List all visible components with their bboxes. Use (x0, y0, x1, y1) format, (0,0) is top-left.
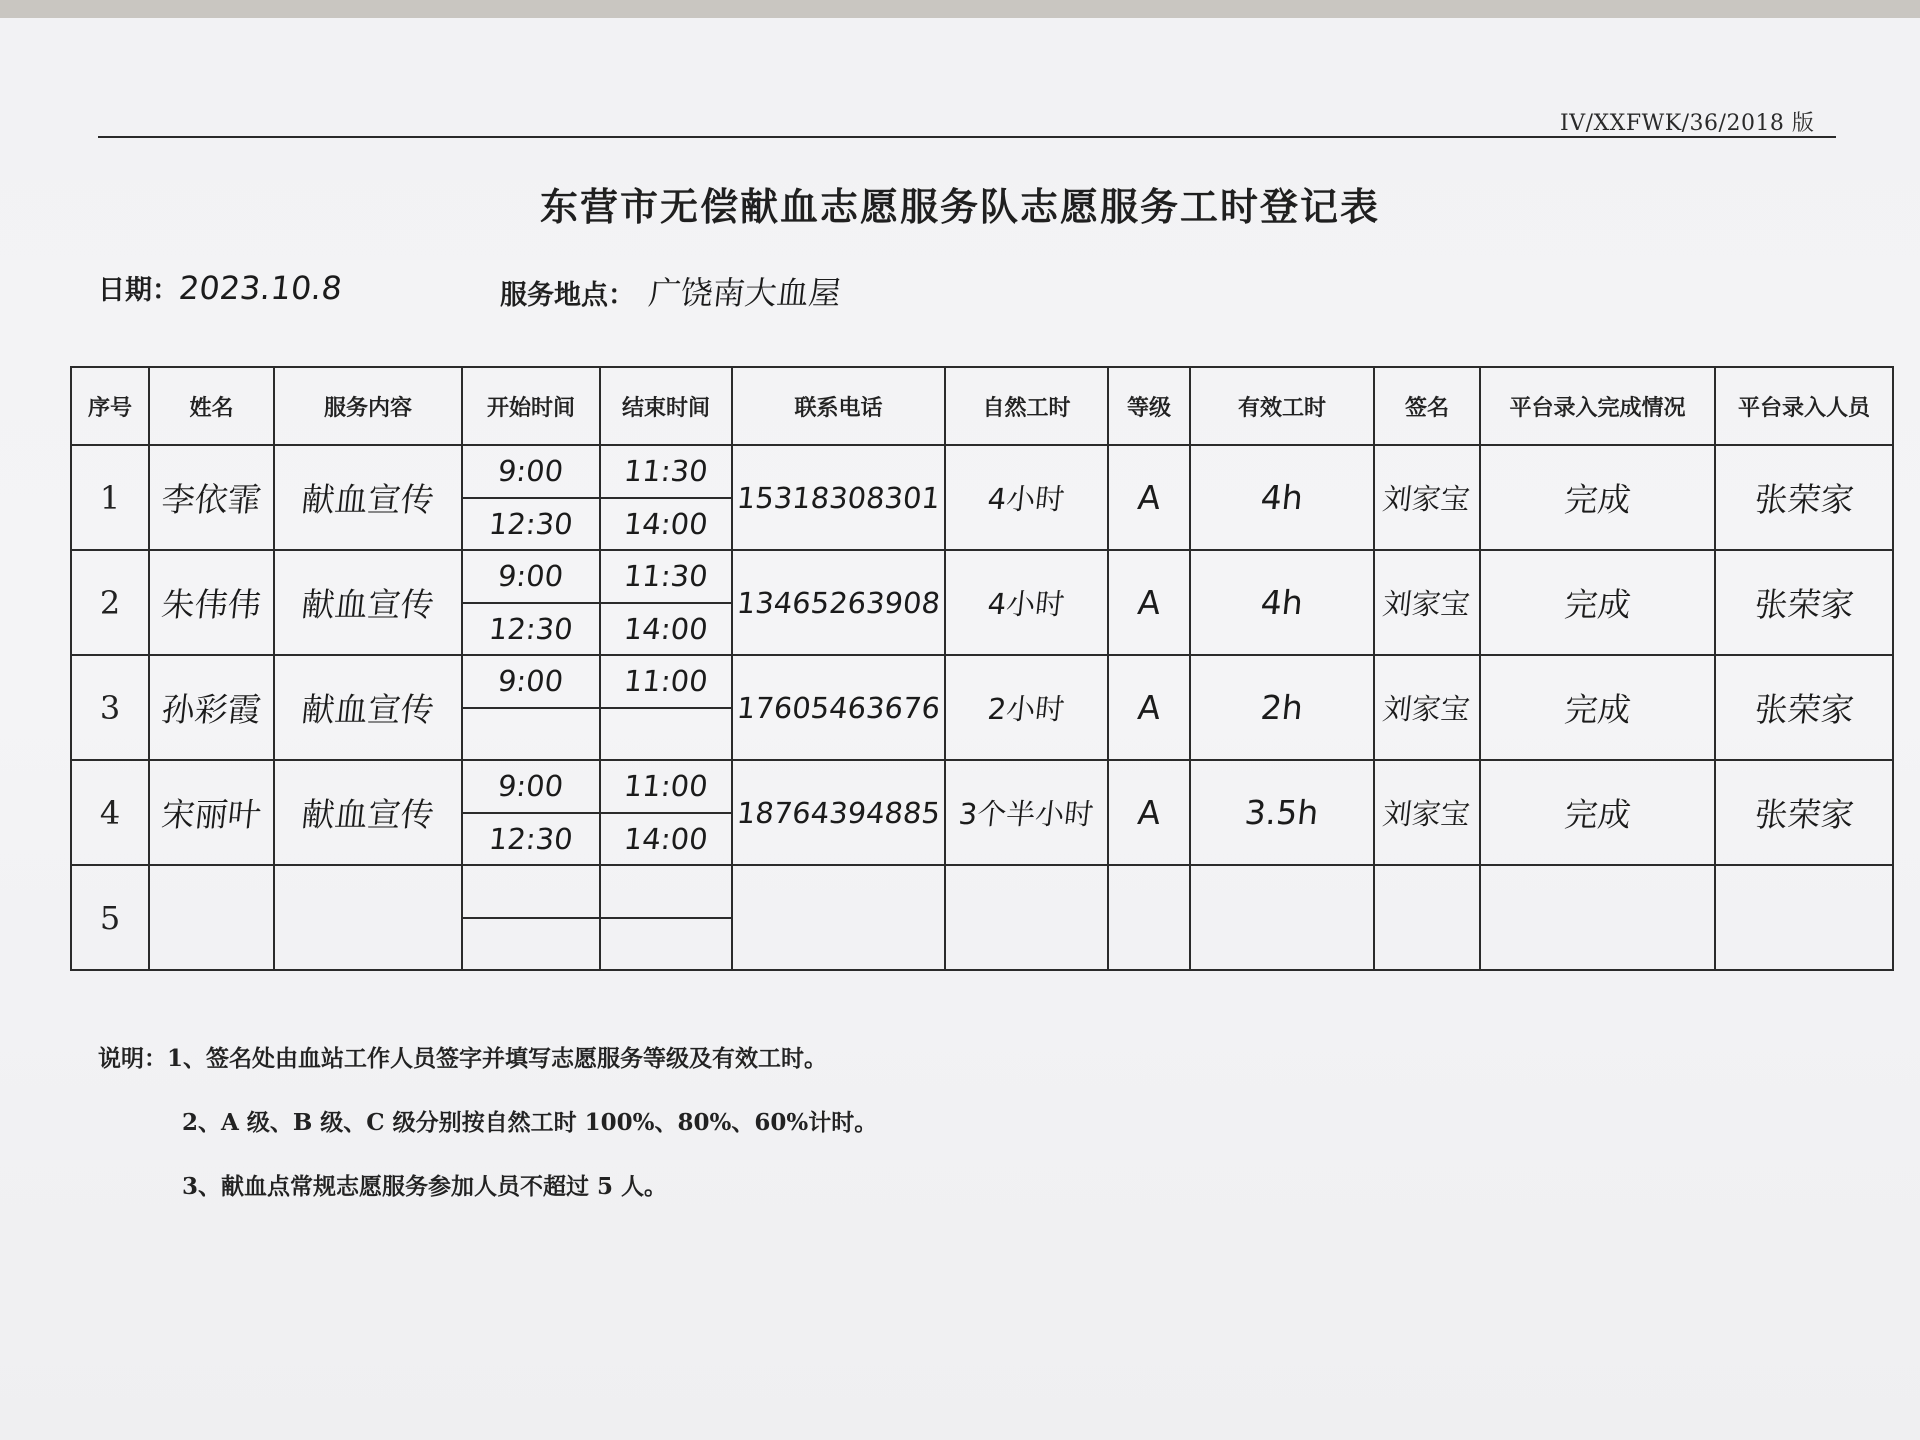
row-name: 李依霏 (159, 480, 263, 519)
row-seq: 4 (99, 793, 121, 832)
row-platform-status: 完成 (1562, 690, 1633, 729)
header-platform-recorder: 平台录入人员 (1715, 367, 1893, 445)
row-start-1: 9:00 (496, 769, 566, 804)
row-effective-hours: 4h (1258, 583, 1306, 622)
paper-sheet (0, 18, 1920, 1440)
location-field (500, 268, 841, 314)
row-signature: 刘家宝 (1381, 692, 1473, 726)
header-rule (98, 136, 1836, 138)
header-content: 服务内容 (274, 367, 462, 445)
hours-register-table (70, 366, 1894, 971)
row-name: 朱伟伟 (159, 585, 263, 624)
row-grade: A (1135, 793, 1163, 832)
table-row (71, 865, 1893, 970)
note-1: 说明：1、签名处由血站工作人员签字并填写志愿服务等级及有效工时。 (98, 1045, 828, 1072)
location-value: 广饶南大血屋 (646, 274, 843, 312)
header-name: 姓名 (149, 367, 274, 445)
row-natural-hours: 4小时 (986, 482, 1067, 516)
row-phone: 18764394885 (735, 795, 942, 830)
row-name: 宋丽叶 (159, 795, 263, 834)
row-grade: A (1135, 583, 1163, 622)
row-end-2: 14:00 (622, 506, 710, 541)
row-name: 孙彩霞 (159, 690, 263, 729)
row-content: 献血宣传 (299, 690, 436, 729)
form-notes (98, 1040, 877, 1232)
row-end-1: 11:30 (622, 454, 710, 489)
row-platform-recorder: 张荣家 (1752, 480, 1856, 519)
header-seq: 序号 (71, 367, 149, 445)
header-phone: 联系电话 (732, 367, 945, 445)
row-grade: A (1135, 688, 1163, 727)
date-field (98, 268, 342, 307)
row-start-1: 9:00 (496, 454, 566, 489)
row-phone: 17605463676 (735, 690, 942, 725)
row-phone: 15318308301 (735, 480, 942, 515)
row-natural-hours: 2小时 (986, 692, 1067, 726)
header-natural-hours: 自然工时 (945, 367, 1108, 445)
date-value: 2023.10.8 (177, 269, 344, 307)
row-start-2: 12:30 (487, 506, 575, 541)
row-seq: 2 (99, 583, 121, 622)
header-start: 开始时间 (462, 367, 600, 445)
header-platform-status: 平台录入完成情况 (1480, 367, 1715, 445)
row-phone: 13465263908 (735, 585, 942, 620)
row-start-2: 12:30 (487, 821, 575, 856)
note-3: 3、献血点常规志愿服务参加人员不超过 5 人。 (182, 1173, 668, 1200)
row-seq: 3 (99, 688, 121, 727)
row-end-1: 11:30 (622, 559, 710, 594)
row-signature: 刘家宝 (1381, 587, 1473, 621)
row-effective-hours: 2h (1258, 688, 1306, 727)
note-2: 2、A 级、B 级、C 级分别按自然工时 100%、80%、60%计时。 (182, 1109, 878, 1136)
row-natural-hours: 4小时 (986, 587, 1067, 621)
header-end: 结束时间 (600, 367, 732, 445)
row-start-1: 9:00 (496, 559, 566, 594)
row-start-2: 12:30 (487, 611, 575, 646)
row-grade: A (1135, 478, 1163, 517)
row-signature: 刘家宝 (1381, 797, 1473, 831)
row-seq: 1 (99, 478, 121, 517)
header-grade: 等级 (1108, 367, 1190, 445)
row-platform-status: 完成 (1562, 480, 1633, 519)
table-row (71, 550, 1893, 655)
header-signature: 签名 (1374, 367, 1480, 445)
row-platform-status: 完成 (1562, 585, 1633, 624)
row-end-1: 11:00 (622, 664, 710, 699)
table-row (71, 655, 1893, 760)
row-end-1: 11:00 (622, 769, 710, 804)
row-seq: 5 (99, 898, 121, 937)
table-header-row (71, 367, 1893, 445)
table-row (71, 760, 1893, 865)
row-content: 献血宣传 (299, 795, 436, 834)
row-platform-recorder: 张荣家 (1752, 690, 1856, 729)
row-end-2: 14:00 (622, 611, 710, 646)
location-label: 服务地点： (500, 280, 635, 311)
document-code: IV/XXFWK/36/2018 版 (1560, 111, 1815, 136)
row-natural-hours: 3个半小时 (957, 797, 1096, 831)
row-platform-status: 完成 (1562, 795, 1633, 834)
form-title: 东营市无偿献血志愿服务队志愿服务工时登记表 (539, 184, 1380, 229)
row-end-2: 14:00 (622, 821, 710, 856)
row-start-1: 9:00 (496, 664, 566, 699)
row-effective-hours: 4h (1258, 478, 1306, 517)
table-row (71, 445, 1893, 550)
date-label: 日期： (98, 275, 179, 306)
row-content: 献血宣传 (299, 480, 436, 519)
row-content: 献血宣传 (299, 585, 436, 624)
row-signature: 刘家宝 (1381, 482, 1473, 516)
header-effective-hours: 有效工时 (1190, 367, 1374, 445)
row-platform-recorder: 张荣家 (1752, 585, 1856, 624)
row-platform-recorder: 张荣家 (1752, 795, 1856, 834)
row-effective-hours: 3.5h (1243, 793, 1321, 832)
